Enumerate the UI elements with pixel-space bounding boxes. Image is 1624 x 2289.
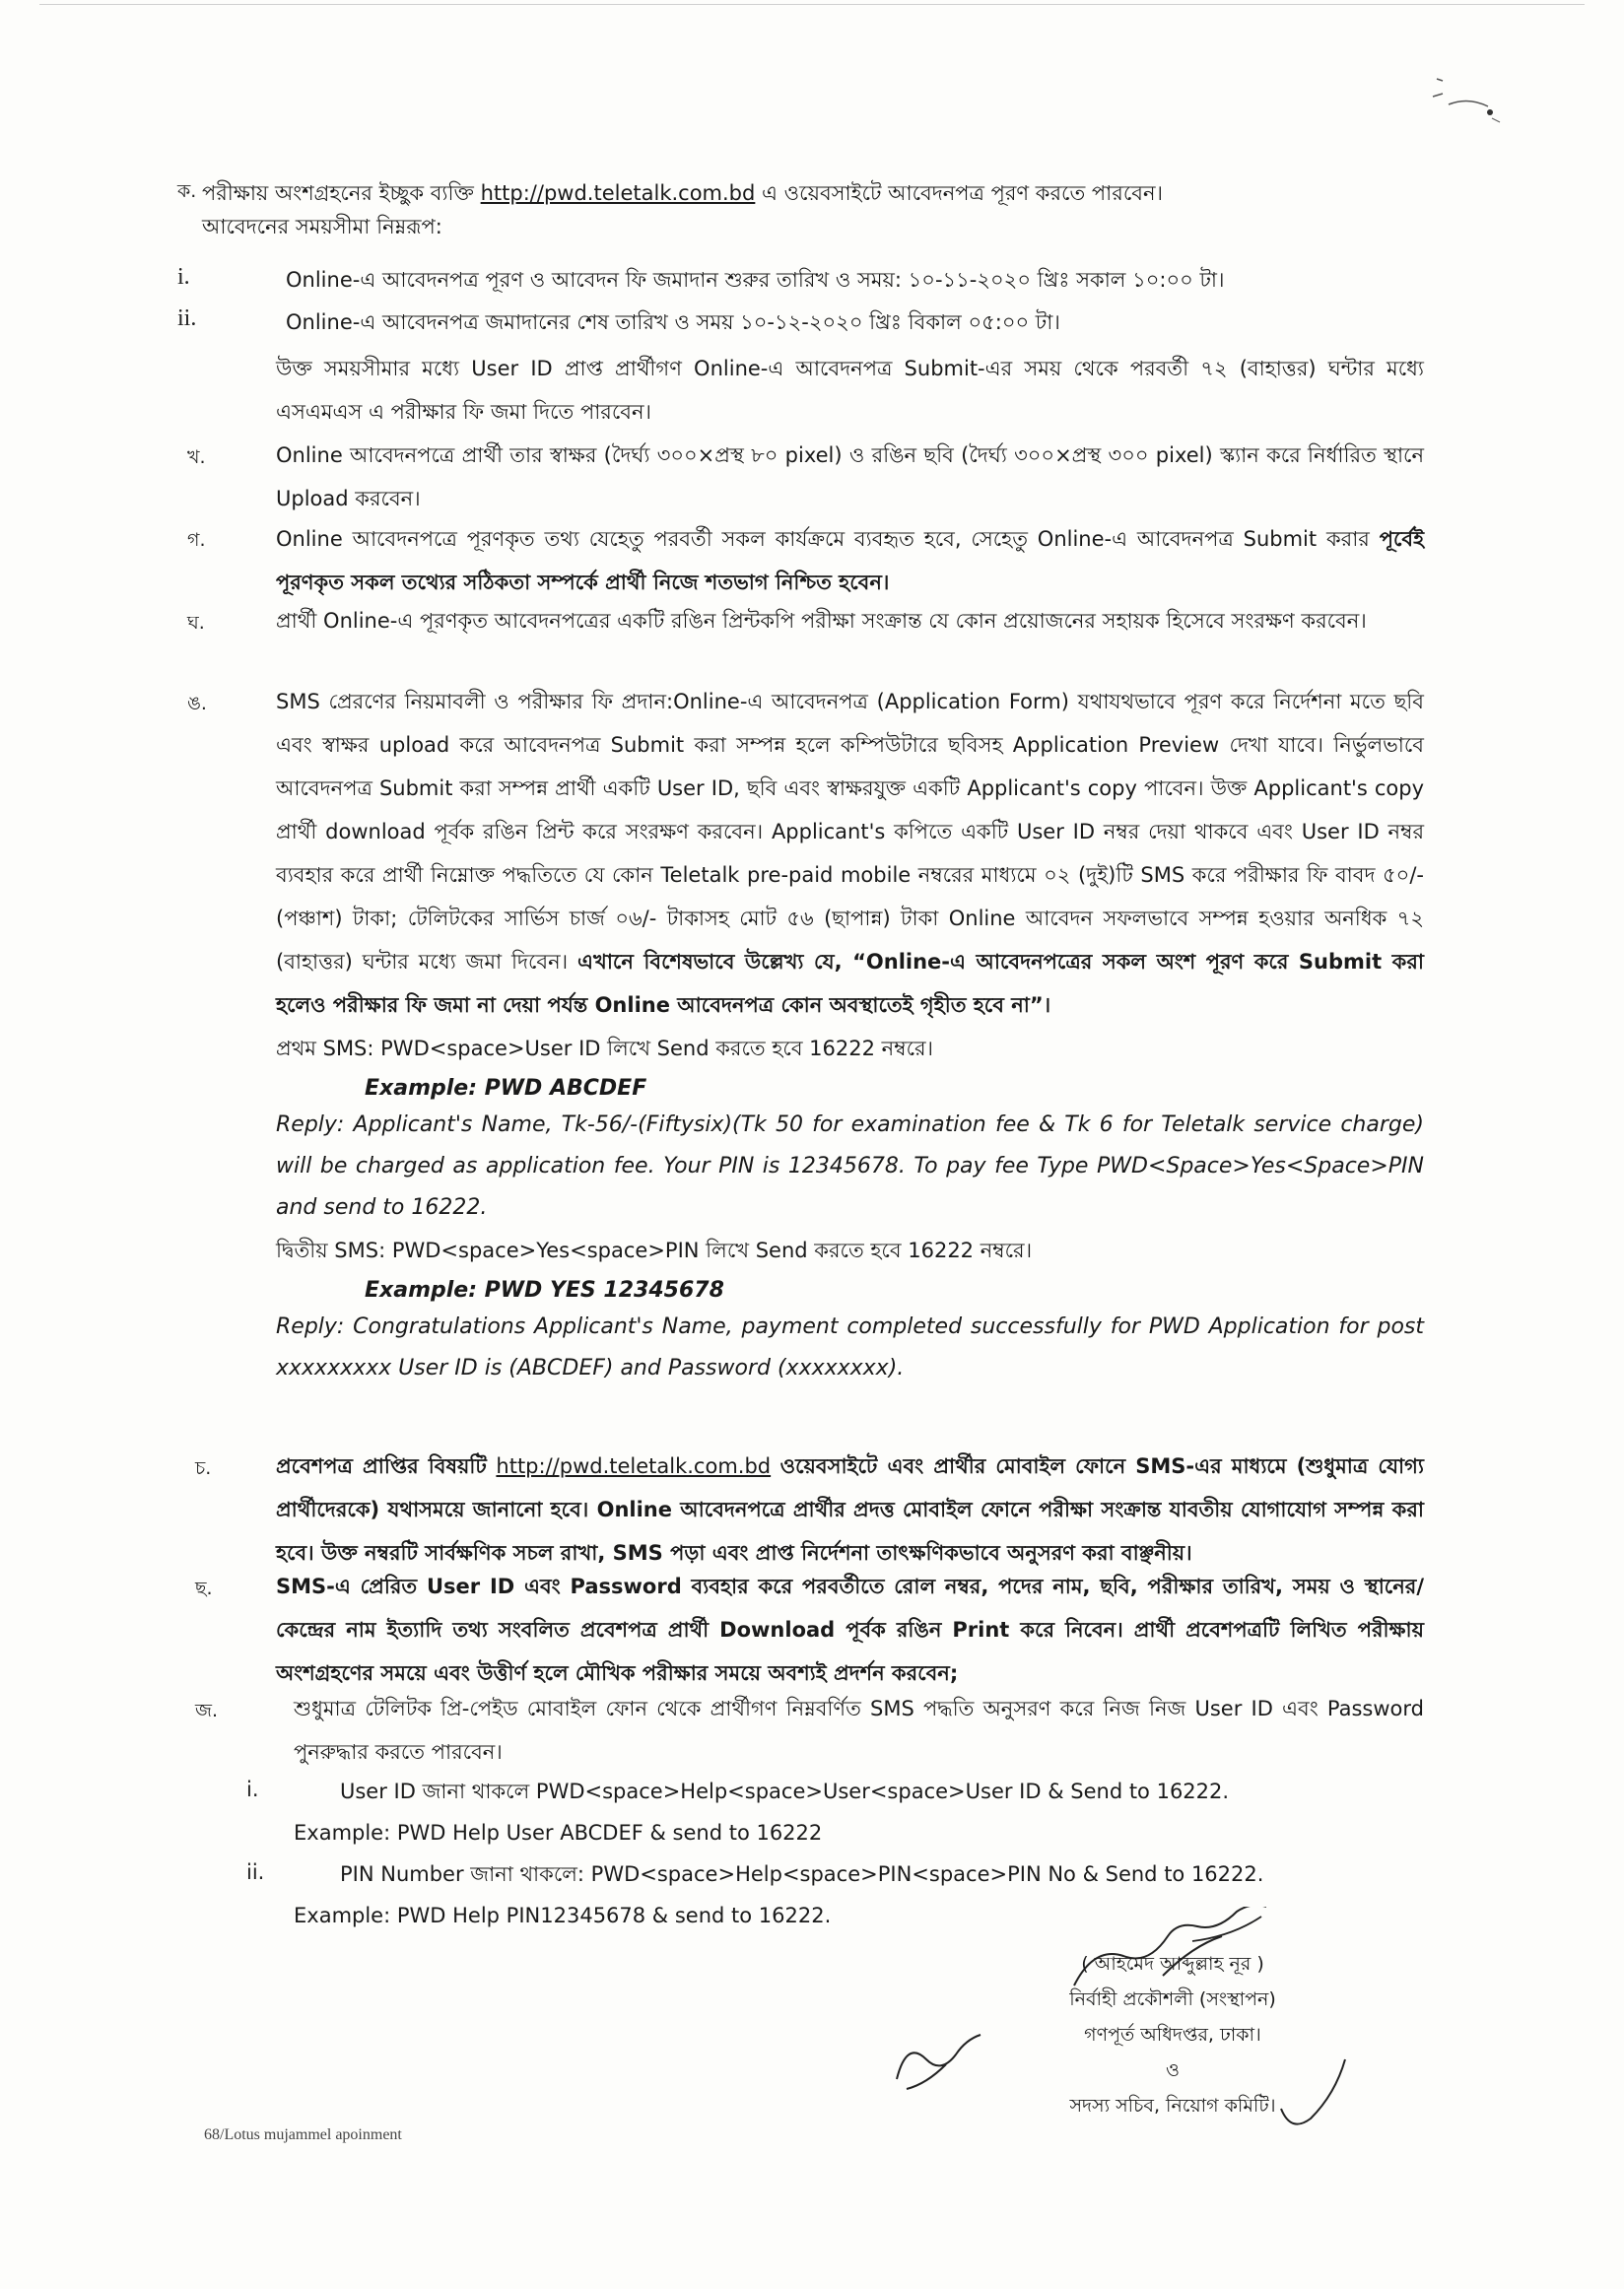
footer-file-ref: 68/Lotus mujammel apoinment — [204, 2126, 402, 2143]
scan-speck-mark — [1429, 69, 1547, 148]
pin-recovery: PIN Number জানা থাকলে: PWD<space>Help<space>PIN<space>PIN No & Send to 16222. — [340, 1862, 1264, 1886]
signatory-designation: নির্বাহী প্রকৌশলী (সংস্থাপন) — [1069, 1988, 1276, 2010]
section-ga-text: Online আবেদনপত্রে পূরণকৃত তথ্য যেহেতু পরবর্তী সকল কার্যক্রমে ব্যবহৃত হবে, সেহেতু Online-এ আবেদনপত্র Submit করার — [276, 527, 1370, 551]
sms-rules-text: SMS প্রেরণের নিয়মাবলী ও পরীক্ষার ফি প্রদান:Online-এ আবেদনপত্র (Application Form) যথাযথভাবে পূরণ করে নির্দেশনা মতে ছবি এবং স্বাক্ষর upload করে আবেদনপত্র Submit করা সম্পন্ন হলে কম্পিউটারে ছবিসহ Application Preview দেখা যাবে। নির্ভুলভাবে আবেদনপত্র Submit করা সম্পন্ন প্রার্থী একটি User ID, ছবি এবং স্বাক্ষরযুক্ত একটি Applicant's copy পাবেন। উক্ত Applicant's copy প্রার্থী download পূর্বক রঙিন প্রিন্ট করে সংরক্ষণ করবেন। Applicant's কপিতে একটি User ID নম্বর দেয়া থাকবে এবং User ID নম্বর ব্যবহার করে প্রার্থী নিম্নোক্ত পদ্ধতিতে যে কোন Teletalk pre-paid mobile নম্বরের মাধ্যমে ০২ (দুই)টি SMS করে পরীক্ষার ফি বাবদ ৫০/- (পঞ্চাশ) টাকা; টেলিটকের সার্ভিস চার্জ ০৬/- টাকাসহ মোট ৫৬ (ছাপান্ন) টাকা Online আবেদন সফলভাবে সম্পন্ন হওয়ার অনধিক ৭২ (বাহাত্তর) ঘন্টার মধ্যে জমা দিবেন। — [276, 690, 1424, 974]
initials-signature — [877, 2020, 1025, 2099]
marker-ja: জ. — [195, 1700, 219, 1721]
deadline-intro: আবেদনের সময়সীমা নিম্নরূপ: — [202, 215, 442, 238]
section-kha-text: Online আবেদনপত্রে প্রার্থী তার স্বাক্ষর (দৈর্ঘ্য ৩০০×প্রস্থ ৮০ pixel) ও রঙিন ছবি (দৈর্ঘ্য ৩০০×প্রস্থ ৩০০ pixel) স্ক্যান করে নির্ধারিত স্থানে Upload করবেন। — [276, 443, 1424, 510]
section-gha-text: প্রার্থী Online-এ পূরণকৃত আবেদনপত্রের একটি রঙিন প্রিন্টকপি পরীক্ষা সংক্রান্ত যে কোন প্রয়োজনের সহায়ক হিসেবে সংরক্ষণ করবেন। — [276, 609, 1367, 633]
reply-2: Reply: Congratulations Applicant's Name, payment completed successfully for PWD Application for post xxxxxxxxx User ID is (ABCDEF) and Password (xxxxxxxx). — [276, 1314, 1424, 1380]
section-ja-text: শুধুমাত্র টেলিটক প্রি-পেইড মোবাইল ফোন থেকে প্রার্থীগণ নিম্নবর্ণিত SMS পদ্ধতি অনুসরণ করে নিজ নিজ User ID এবং Password পুনরুদ্ধার করতে পারবেন। — [294, 1697, 1424, 1764]
marker-uma: ঙ. — [187, 693, 207, 714]
marker-chha: ছ. — [195, 1578, 213, 1599]
first-sms-instruction: প্রথম SMS: PWD<space>User ID লিখে Send করতে হবে 16222 নম্বরে। — [276, 1037, 934, 1060]
example-2: Example: PWD YES 12345678 — [365, 1278, 724, 1303]
signatory-and: ও — [1166, 2059, 1180, 2081]
section-ga-bold-text: পূর্বেই পূরণকৃত সকল তথ্যের সঠিকতা সম্পর্কে প্রার্থী নিজে শতভাগ নিশ্চিত হবেন। — [276, 527, 1424, 594]
marker-ii: ii. — [177, 305, 197, 331]
section-cha-text-1: প্রবেশপত্র প্রাপ্তির বিষয়টি — [276, 1454, 487, 1478]
marker-gha: ঘ. — [187, 612, 205, 634]
marker-ka: ক. — [177, 180, 197, 202]
teletalk-link-2[interactable]: http://pwd.teletalk.com.bd — [496, 1454, 772, 1478]
sms-fee-note: উক্ত সময়সীমার মধ্যে User ID প্রাপ্ত প্রার্থীগণ Online-এ আবেদনপত্র Submit-এর সময় থেকে পরবর্তী ৭২ (বাহাত্তর) ঘন্টার মধ্যে এসএমএস এ পরীক্ষার ফি জমা দিতে পারবেন। — [276, 357, 1424, 424]
scan-edge-line — [39, 4, 1585, 5]
section-ka — [202, 171, 1424, 248]
sms-rules-bold-note: এখানে বিশেষভাবে উল্লেখ্য যে, “Online-এ আবেদনপত্রের সকল অংশ পূরণ করে Submit করা হলেও পরীক্ষার ফি জমা না দেয়া পর্যন্ত Online আবেদনপত্র কোন অবস্থাতেই গৃহীত হবে না”। — [276, 950, 1424, 1017]
teletalk-link-1[interactable]: http://pwd.teletalk.com.bd — [480, 181, 756, 205]
marker-ja-ii: ii. — [246, 1860, 265, 1884]
end-date-text: Online-এ আবেদনপত্র জমাদানের শেষ তারিখ ও সময় ১০-১২-২০২০ খ্রিঃ বিকাল ০৫:০০ টা। — [286, 310, 1060, 334]
section-ka-text-1: পরীক্ষায় অংশগ্রহনের ইচ্ছুক ব্যক্তি — [202, 181, 474, 205]
marker-ja-i: i. — [246, 1778, 259, 1801]
marker-kha: খ. — [187, 446, 206, 468]
section-ka-text-2: এ ওয়েবসাইটে আবেদনপত্র পূরণ করতে পারবেন। — [762, 181, 1163, 205]
example-1: Example: PWD ABCDEF — [365, 1076, 647, 1101]
user-id-recovery: User ID জানা থাকলে PWD<space>Help<space>User<space>User ID & Send to 16222. — [340, 1780, 1230, 1803]
reply-1: Reply: Applicant's Name, Tk-56/-(Fiftysix)(Tk 50 for examination fee & Tk 6 for Teletalk service charge) will be charged as application fee. Your PIN is 12345678. To pay fee Type PWD<Space>Yes<Space>PIN and send to 16222. — [276, 1112, 1424, 1220]
marker-ga: গ. — [187, 529, 206, 551]
start-date-text: Online-এ আবেদনপত্র পূরণ ও আবেদন ফি জমাদান শুরুর তারিখ ও সময়: ১০-১১-২০২০ খ্রিঃ সকাল ১০:০০ টা। — [286, 268, 1225, 292]
second-sms-instruction: দ্বিতীয় SMS: PWD<space>Yes<space>PIN লিখে Send করতে হবে 16222 নম্বরে। — [276, 1239, 1033, 1262]
section-chha-text: SMS-এ প্রেরিত User ID এবং Password ব্যবহার করে পরবর্তীতে রোল নম্বর, পদের নাম, ছবি, পরীক্ষার তারিখ, সময় ও স্থানের/কেন্দ্রের নাম ইত্যাদি তথ্য সংবলিত প্রবেশপত্র প্রার্থী Download পূর্বক রঙিন Print করে নিবেন। প্রার্থী প্রবেশপত্রটি লিখিত পরীক্ষায় অংশগ্রহণের সময়ে এবং উত্তীর্ণ হলে মৌখিক পরীক্ষার সময়ে অবশ্যই প্রদর্শন করবেন; — [276, 1575, 1424, 1685]
marker-i: i. — [177, 264, 190, 290]
signatory-name: ( আহমেদ আব্দুল্লাহ নূর ) — [1081, 1953, 1264, 1975]
pin-recovery-example: Example: PWD Help PIN12345678 & send to 16222. — [294, 1904, 832, 1927]
signatory-office: গণপূর্ত অধিদপ্তর, ঢাকা। — [1084, 2024, 1261, 2046]
section-cha-text-2: ওয়েবসাইটে এবং প্রার্থীর মোবাইল ফোনে SMS-এর মাধ্যমে (শুধুমাত্র যোগ্য প্রার্থীদেরকে) যথাসময়ে জানানো হবে। Online আবেদনপত্রে প্রার্থীর প্রদত্ত মোবাইল ফোনে পরীক্ষা সংক্রান্ত যাবতীয় যোগাযোগ সম্পন্ন করা হবে। উক্ত নম্বরটি সার্বক্ষণিক সচল রাখা, SMS পড়া এবং প্রাপ্ত নির্দেশনা তাৎক্ষণিকভাবে অনুসরণ করা বাঞ্ছনীয়। — [276, 1454, 1424, 1565]
user-id-recovery-example: Example: PWD Help User ABCDEF & send to 16222 — [294, 1821, 823, 1845]
marker-cha: চ. — [195, 1457, 212, 1479]
signatory-role: সদস্য সচিব, নিয়োগ কমিটি। — [1069, 2095, 1276, 2117]
